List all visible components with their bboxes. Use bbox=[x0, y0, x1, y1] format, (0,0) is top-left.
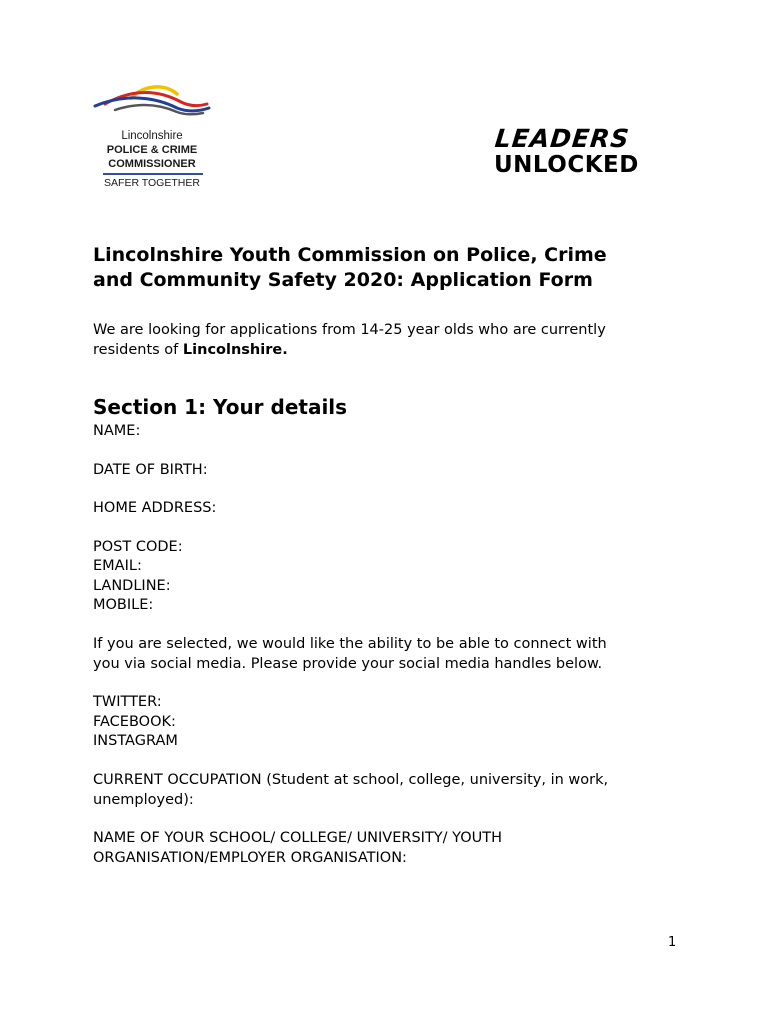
occupation-field-label bbox=[93, 770, 733, 810]
pcc-logo bbox=[93, 82, 211, 192]
intro-line1: We are looking for applications from 14-25 year olds who are currently bbox=[93, 322, 606, 338]
social-media-note-line1: If you are selected, we would like the ability to be able to connect with bbox=[93, 636, 607, 652]
occupation-line1: CURRENT OCCUPATION (Student at school, college, university, in work, bbox=[93, 772, 609, 788]
pcc-logo-line3: COMMISSIONER bbox=[108, 158, 196, 170]
address-field-label: HOME ADDRESS: bbox=[93, 500, 217, 516]
document-title bbox=[93, 243, 713, 293]
intro-text bbox=[93, 320, 713, 360]
organisation-line1: NAME OF YOUR SCHOOL/ COLLEGE/ UNIVERSITY/ YOUTH bbox=[93, 830, 502, 846]
document-title-line2: and Community Safety 2020: Application Form bbox=[93, 269, 593, 291]
pcc-logo-divider bbox=[103, 173, 203, 175]
organisation-field-label bbox=[93, 828, 733, 868]
social-media-note-line2: you via social media. Please provide your social media handles below. bbox=[93, 656, 603, 672]
pcc-logo-line2: POLICE & CRIME bbox=[106, 144, 198, 156]
pcc-swoosh-graphic bbox=[93, 82, 211, 128]
facebook-field-label: FACEBOOK: bbox=[93, 714, 176, 730]
page-number: 1 bbox=[668, 935, 677, 950]
document-title-line1: Lincolnshire Youth Commission on Police, Crime bbox=[93, 244, 607, 266]
social-media-note bbox=[93, 634, 733, 674]
occupation-line2: unemployed): bbox=[93, 792, 194, 808]
leaders-unlocked-logo bbox=[494, 124, 654, 179]
mobile-field-label: MOBILE: bbox=[93, 597, 154, 613]
leaders-unlocked-logo-line1: LEADERS bbox=[493, 124, 632, 153]
dob-field-label: DATE OF BIRTH: bbox=[93, 462, 208, 478]
intro-line2-prefix: residents of bbox=[93, 342, 183, 358]
intro-region: Lincolnshire. bbox=[182, 342, 288, 358]
pcc-logo-line1: Lincolnshire bbox=[121, 130, 183, 142]
organisation-line2: ORGANISATION/EMPLOYER ORGANISATION: bbox=[93, 850, 407, 866]
intro-line2 bbox=[93, 340, 713, 360]
postcode-field-label: POST CODE: bbox=[93, 539, 183, 555]
section-heading: Section 1: Your details bbox=[93, 395, 348, 419]
twitter-field-label: TWITTER: bbox=[93, 694, 162, 710]
landline-field-label: LANDLINE: bbox=[93, 578, 171, 594]
instagram-field-label: INSTAGRAM bbox=[93, 733, 178, 749]
email-field-label: EMAIL: bbox=[93, 558, 142, 574]
pcc-logo-tagline: SAFER TOGETHER bbox=[104, 177, 200, 189]
name-field-label: NAME: bbox=[93, 423, 141, 439]
leaders-unlocked-logo-line2: UNLOCKED bbox=[494, 152, 639, 178]
